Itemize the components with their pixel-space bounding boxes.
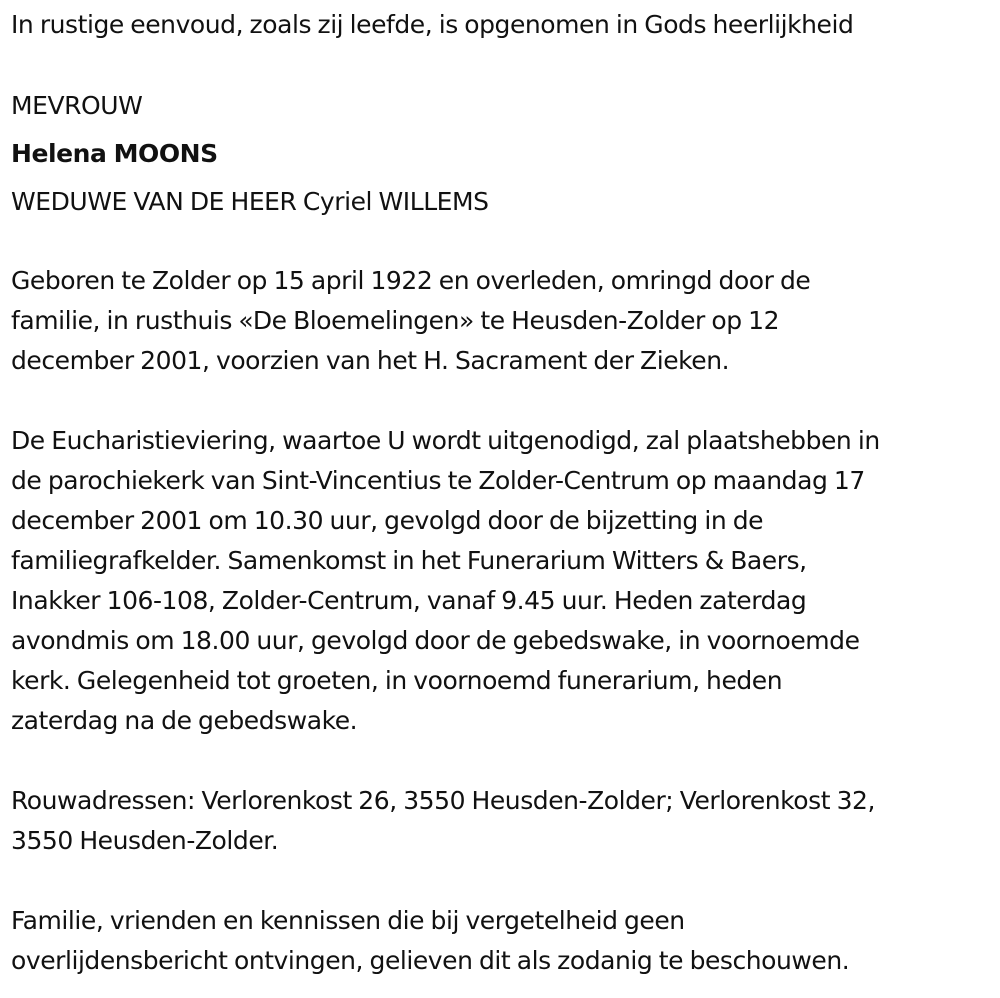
paragraph-line: december 2001, voorzien van het H. Sacrament der Zieken. (11, 346, 730, 375)
paragraph-line: familie, in rusthuis «De Bloemelingen» te Heusden-Zolder op 12 (11, 306, 780, 335)
paragraph-line: overlijdensbericht ontvingen, gelieven dit als zodanig te beschouwen. (11, 946, 850, 975)
paragraph-line: De Eucharistieviering, waartoe U wordt uitgenodigd, zal plaatshebben in (11, 426, 880, 455)
ceremony-paragraph (11, 421, 880, 741)
paragraph-line: de parochiekerk van Sint-Vincentius te Zolder-Centrum op maandag 17 (11, 466, 865, 495)
paragraph-line: zaterdag na de gebedswake. (11, 706, 358, 735)
paragraph-line: Inakker 106-108, Zolder-Centrum, vanaf 9.45 uur. Heden zaterdag (11, 586, 807, 615)
widow-of-line: WEDUWE VAN DE HEER Cyriel WILLEMS (11, 187, 489, 216)
closing-paragraph (11, 901, 849, 981)
mourning-addresses-paragraph (11, 781, 875, 861)
paragraph-line: 3550 Heusden-Zolder. (11, 826, 279, 855)
paragraph-line: Familie, vrienden en kennissen die bij vergetelheid geen (11, 906, 685, 935)
deceased-name: Helena MOONS (11, 139, 218, 168)
birth-death-paragraph (11, 261, 810, 381)
paragraph-line: familiegrafkelder. Samenkomst in het Funerarium Witters & Baers, (11, 546, 807, 575)
paragraph-line: avondmis om 18.00 uur, gevolgd door de gebedswake, in voornoemde (11, 626, 860, 655)
paragraph-line: kerk. Gelegenheid tot groeten, in voornoemd funerarium, heden (11, 666, 783, 695)
paragraph-line: december 2001 om 10.30 uur, gevolgd door de bijzetting in de (11, 506, 764, 535)
honorific-title: MEVROUW (11, 91, 143, 120)
paragraph-line: Geboren te Zolder op 15 april 1922 en overleden, omringd door de (11, 266, 811, 295)
intro-line: In rustige eenvoud, zoals zij leefde, is opgenomen in Gods heerlijkheid (11, 10, 854, 39)
paragraph-line: Rouwadressen: Verlorenkost 26, 3550 Heusden-Zolder; Verlorenkost 32, (11, 786, 875, 815)
